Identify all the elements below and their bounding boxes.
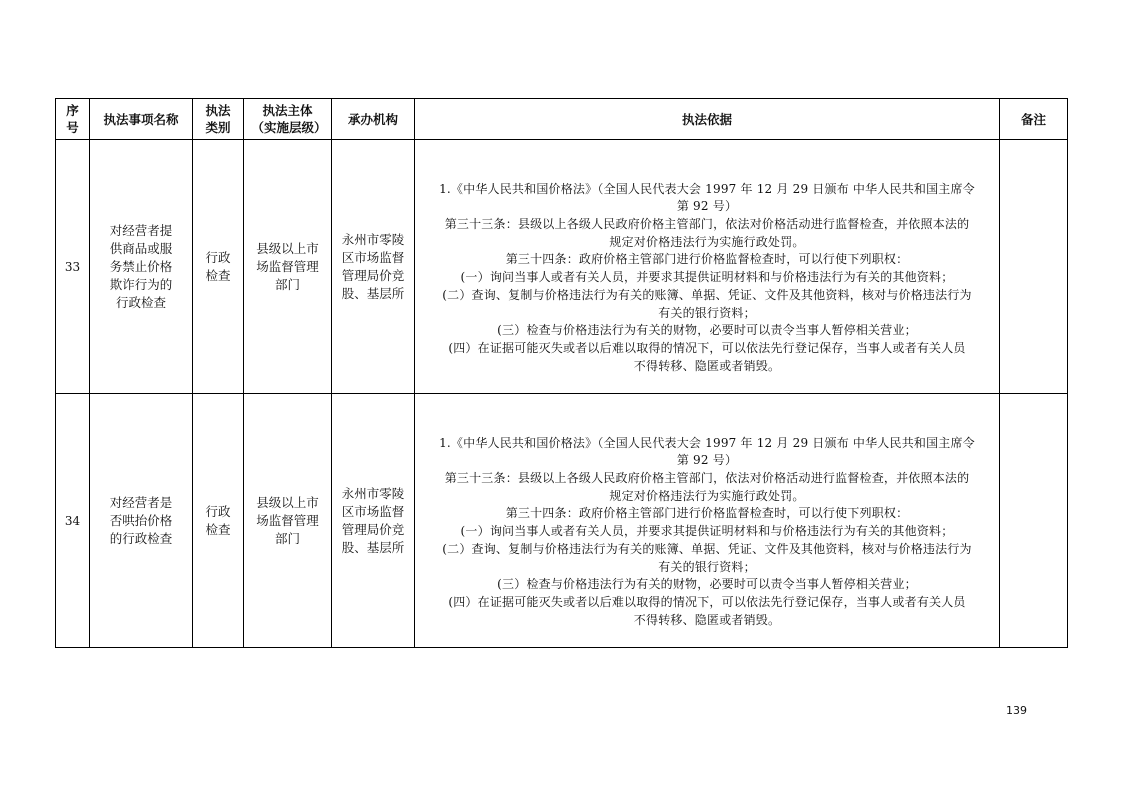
basis-line: (二）查询、复制与价格违法行为有关的账簿、单据、凭证、文件及其他资料，核对与价格违法行为 (442, 287, 972, 302)
row-remark (1000, 394, 1068, 648)
basis-line: (二）查询、复制与价格违法行为有关的账簿、单据、凭证、文件及其他资料，核对与价格违法行为 (442, 541, 972, 556)
basis-line: 有关的银行资料； (658, 305, 756, 320)
basis-line: (三）检查与价格违法行为有关的财物，必要时可以责令当事人暂停相关营业； (497, 577, 917, 592)
basis-line: (三）检查与价格违法行为有关的财物，必要时可以责令当事人暂停相关营业； (497, 323, 917, 338)
header-basis: 执法依据 (415, 99, 1000, 140)
row-seq: 33 (56, 140, 90, 394)
row-category: 行政检查 (193, 140, 244, 394)
row-subject: 县级以上市场监督管理部门 (244, 140, 332, 394)
row-agency: 永州市零陵区市场监督管理局价竞股、基层所 (332, 140, 415, 394)
basis-line: 1.《中华人民共和国价格法》（全国人民代表大会 1997 年 12 月 29 日颁布 中华人民共和国主席令 (439, 435, 975, 450)
header-name: 执法事项名称 (90, 99, 193, 140)
basis-line: 规定对价格违法行为实施行政处罚。 (609, 488, 805, 503)
basis-line: 第三十四条：政府价格主管部门进行价格监督检查时，可以行使下列职权： (505, 252, 909, 267)
header-row (56, 99, 1068, 140)
basis-line: (四）在证据可能灭失或者以后难以取得的情况下，可以依法先行登记保存，当事人或者有关人员 (448, 594, 966, 609)
basis-line: 第 92 号） (676, 199, 738, 214)
header-remark: 备注 (1000, 99, 1068, 140)
row-agency: 永州市零陵区市场监督管理局价竞股、基层所 (332, 394, 415, 648)
basis-line: 第三十三条：县级以上各级人民政府价格主管部门，依法对价格活动进行监督检查，并依照本法的 (444, 471, 970, 486)
header-agency: 承办机构 (332, 99, 415, 140)
row-basis (415, 394, 1000, 648)
basis-line: (一）询问当事人或者有关人员，并要求其提供证明材料和与价格违法行为有关的其他资料； (460, 524, 954, 539)
basis-line: 不得转移、隐匿或者销毁。 (633, 358, 781, 373)
row-basis (415, 140, 1000, 394)
basis-line: 第三十三条：县级以上各级人民政府价格主管部门，依法对价格活动进行监督检查，并依照本法的 (444, 217, 970, 232)
header-subject: 执法主体（实施层级） (244, 99, 332, 140)
row-name: 对经营者是否哄抬价格的行政检查 (90, 394, 193, 648)
row-name: 对经营者提供商品或服务禁止价格欺诈行为的行政检查 (90, 140, 193, 394)
row-subject: 县级以上市场监督管理部门 (244, 394, 332, 648)
enforcement-table (55, 98, 1068, 648)
basis-line: (一）询问当事人或者有关人员，并要求其提供证明材料和与价格违法行为有关的其他资料； (460, 270, 954, 285)
basis-line: 1.《中华人民共和国价格法》（全国人民代表大会 1997 年 12 月 29 日颁布 中华人民共和国主席令 (439, 181, 975, 196)
page-number: 139 (1006, 704, 1027, 717)
basis-line: 第 92 号） (676, 453, 738, 468)
basis-line: 规定对价格违法行为实施行政处罚。 (609, 234, 805, 249)
table-row (56, 140, 1068, 394)
basis-line: 不得转移、隐匿或者销毁。 (633, 612, 781, 627)
basis-line: (四）在证据可能灭失或者以后难以取得的情况下，可以依法先行登记保存，当事人或者有关人员 (448, 340, 966, 355)
table-row (56, 394, 1068, 648)
header-seq: 序号 (56, 99, 90, 140)
row-category: 行政检查 (193, 394, 244, 648)
basis-line: 第三十四条：政府价格主管部门进行价格监督检查时，可以行使下列职权： (505, 506, 909, 521)
row-seq: 34 (56, 394, 90, 648)
row-remark (1000, 140, 1068, 394)
basis-line: 有关的银行资料； (658, 559, 756, 574)
header-category: 执法类别 (193, 99, 244, 140)
